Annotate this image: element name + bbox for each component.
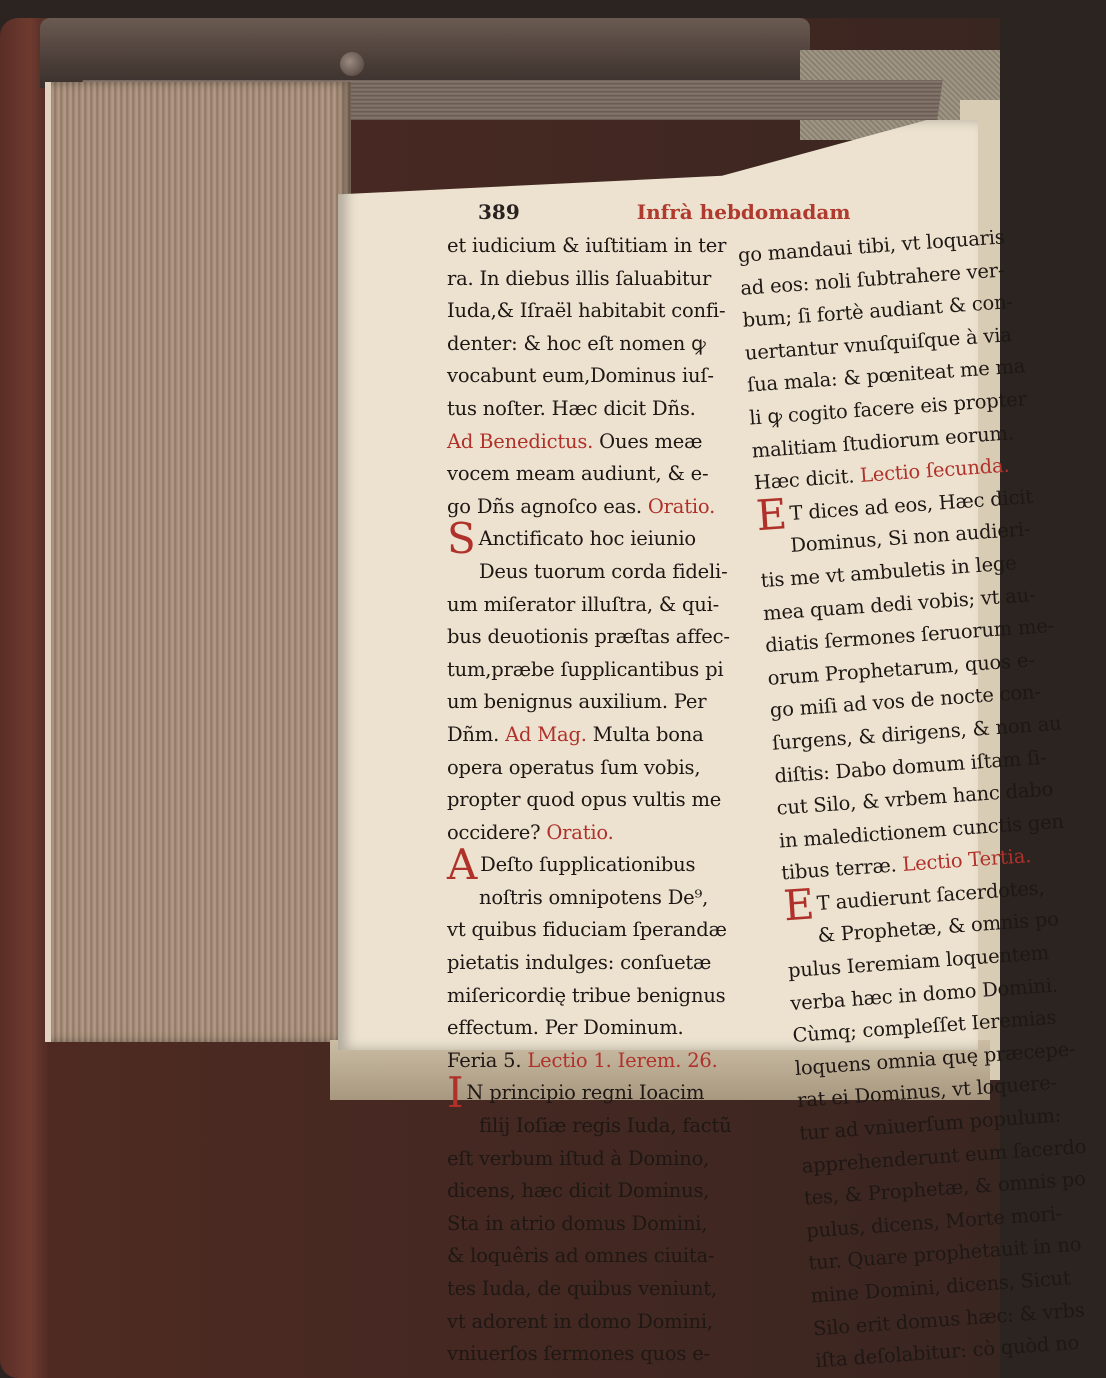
text-line (447, 426, 732, 459)
drop-cap: E (781, 879, 816, 931)
drop-cap: E (754, 489, 789, 541)
rubric-text: Lectio ſecunda. (859, 453, 1011, 488)
text-line (447, 230, 732, 263)
line-text: Silo erit domus hæc: & vrbs (812, 1297, 1086, 1340)
line-text: tes Iuda, de quibus veniunt, (447, 1277, 717, 1300)
text-line (447, 1273, 732, 1306)
text-line (447, 328, 732, 361)
line-text: Feria 5. (447, 1048, 528, 1072)
text-line (447, 1045, 732, 1078)
line-text: iſta deſolabitur: cò quòd no (814, 1331, 1080, 1373)
rubric-text: Lectio Tertia. (901, 844, 1032, 877)
line-text: tur ad vniuerſum populum: (798, 1103, 1062, 1145)
text-line (447, 1338, 732, 1371)
text-line (447, 1143, 732, 1176)
line-text: tis me vt ambuletis in lege (760, 551, 1018, 593)
line-text: verba hæc in domo Domini. (789, 973, 1059, 1015)
line-text: loquens omnia quę præcepe- (794, 1037, 1077, 1080)
line-text: et iudicium & iuſtitiam in ter (447, 234, 727, 257)
line-text: bus deuotionis præſtas affec- (447, 625, 730, 649)
clasp-icon (340, 52, 364, 76)
text-line (447, 784, 732, 817)
line-text: occidere? (447, 820, 547, 844)
text-line (447, 1012, 732, 1045)
text-line (447, 491, 732, 524)
line-text: rat ei Dominus, vt loquere- (796, 1071, 1058, 1113)
line-text: vt adorent in domo Domini, (447, 1309, 713, 1333)
page-number: 389 (478, 200, 520, 224)
text-line (447, 360, 732, 393)
text-line (447, 1175, 732, 1208)
line-text: mine Domini, dicens, Sicut (810, 1266, 1072, 1308)
text-line (447, 556, 732, 589)
left-text-column (447, 230, 732, 1371)
line-text: propter quod opus vultis me (447, 788, 722, 812)
text-line (447, 980, 732, 1013)
line-text: & Prophetæ, & omnis po (816, 907, 1060, 948)
text-line (447, 1110, 732, 1143)
text-line (447, 458, 732, 491)
line-text: eſt verbum iſtud à Domino, (447, 1146, 710, 1170)
line-text: dicens, hæc dicit Dominus, (447, 1179, 710, 1203)
drop-cap: I (447, 1068, 464, 1118)
line-text: & loquêris ad omnes ciuita- (447, 1244, 715, 1268)
line-text: tum,præbe ſupplicantibus pi (447, 657, 724, 681)
text-line (447, 1208, 732, 1241)
line-text: diatis ſermones ſeruorum me- (764, 613, 1055, 658)
text-line (447, 589, 732, 622)
line-text: ſua mala: & pœniteat me ma (746, 354, 1026, 397)
line-text: Deus tuorum corda fideli- (479, 559, 728, 583)
line-text: tus noſter. Hæc dicit Dñs. (447, 396, 696, 420)
line-text: N principio regni Ioacim (466, 1081, 705, 1105)
text-line (447, 882, 732, 915)
line-text: Iuda,& Iſraël habitabit confi- (447, 299, 726, 323)
text-line (447, 1068, 732, 1118)
line-text: li ꝙ cogito facere eis propter (748, 387, 1028, 430)
line-text: effectum. Per Dominum. (447, 1016, 684, 1040)
line-text: T audierunt ſacerdotes, (816, 876, 1046, 915)
line-text: pulus, dicens, Morte mori- (805, 1201, 1063, 1243)
rubric-text: Lectio 1. Ierem. 26. (527, 1048, 718, 1072)
page-header (478, 200, 850, 224)
line-text: Dominus, Si non audieri- (789, 517, 1031, 558)
line-text: denter: & hoc eſt nomen ꝙ (447, 331, 706, 355)
line-text: pulus Ieremiam loquentem (787, 941, 1050, 983)
text-line (447, 295, 732, 328)
line-text: noſtris omnipotens De⁹, (479, 885, 709, 909)
line-text: diſtis: Dabo domum iſtam ſi- (773, 745, 1048, 788)
line-text: apprehenderunt eum ſacerdo (800, 1134, 1087, 1178)
line-text: pietatis indulges: conſuetæ (447, 951, 712, 975)
line-text: go Dñs agnoſco eas. (447, 494, 648, 518)
line-text: tes, & Prophetæ, & omnis po (803, 1167, 1087, 1210)
text-line (447, 1240, 732, 1273)
line-text: vniuerſos ſermones quos e- (447, 1342, 710, 1366)
line-text: miſericordię tribue benignus (447, 983, 726, 1007)
text-line (447, 947, 732, 980)
line-text: ſurgens, & dirigens, & non au (771, 711, 1063, 755)
line-text: go mandaui tibi, vt loquaris (737, 225, 1006, 267)
line-text: ra. In diebus illis ſaluabitur (447, 266, 712, 290)
line-text: bum; ſi fortè audiant & con- (741, 290, 1014, 332)
line-text: malitiam ſtudiorum eorum. (750, 420, 1015, 463)
line-text: tur. Quare prophetauit in no (807, 1232, 1083, 1275)
line-text: um benignus auxilium. Per (447, 690, 707, 714)
text-line (447, 686, 732, 719)
text-line (447, 621, 732, 654)
line-text: vt quibus fiduciam ſperandæ (447, 918, 727, 942)
book-top-board (40, 18, 810, 88)
line-text: Cùmq; compleſſet Ieremias (791, 1005, 1057, 1048)
line-text: tibus terræ. (780, 853, 904, 885)
line-text: ad eos: noli ſubtrahere ver- (739, 258, 1005, 300)
line-text: Sta in atrio domus Domini, (447, 1211, 708, 1235)
page-fore-edges (45, 82, 351, 1042)
text-line (447, 817, 732, 850)
line-text: mea quam dedi vobis; vt au- (762, 582, 1037, 625)
text-line (447, 1306, 732, 1339)
text-line (447, 654, 732, 687)
line-text: vocem meam audiunt, & e- (447, 462, 709, 486)
line-text: Oues meæ (593, 429, 703, 453)
drop-cap: A (447, 840, 478, 890)
rubric-text: Oratio. (647, 494, 716, 518)
line-text: Multa bona (586, 722, 704, 746)
text-line (447, 840, 732, 890)
line-text: opera operatus ſum vobis, (447, 755, 701, 779)
line-text: Deſto ſupplicationibus (480, 853, 696, 877)
rubric-text: Oratio. (546, 820, 614, 844)
line-text: go miſi ad vos de nocte con- (769, 680, 1042, 723)
line-text: filij Ioſiæ regis Iuda, factũ (479, 1114, 732, 1138)
line-text: um miſerator illuſtra, & qui- (447, 592, 720, 616)
line-text: orum Prophetarum, quos e- (766, 648, 1036, 690)
text-line (447, 719, 732, 752)
text-line (447, 263, 732, 296)
line-text: Anctificato hoc ieiunio (478, 527, 696, 551)
line-text: Dñm. (447, 722, 506, 746)
rubric-text: Ad Benedictus. (447, 429, 594, 453)
line-text: uertantur vnuſquiſque à via (744, 322, 1013, 365)
rubric-text: Ad Mag. (505, 722, 587, 746)
text-line (447, 514, 732, 564)
line-text: in maledictionem cunctis gen (778, 809, 1065, 853)
running-title: Infrà hebdomadam (636, 200, 851, 224)
line-text: vocabunt eum,Dominus iuſ- (447, 364, 714, 388)
text-line (447, 914, 732, 947)
line-text: T dices ad eos, Hæc dicit (788, 484, 1034, 525)
line-text: Hæc dicit. (753, 464, 861, 495)
drop-cap: S (447, 514, 476, 564)
text-line (447, 752, 732, 785)
line-text: cut Silo, & vrbem hanc dabo (775, 777, 1054, 820)
text-line (447, 393, 732, 426)
